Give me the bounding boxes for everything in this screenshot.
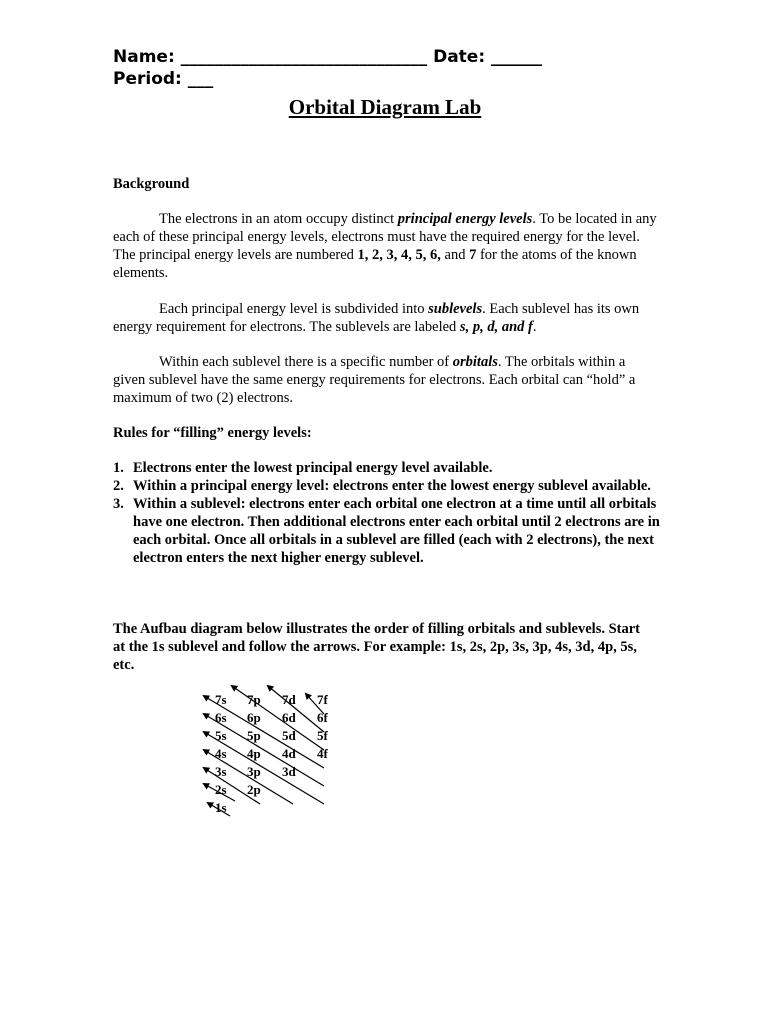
background-paragraph-2: Each principal energy level is subdivided into sublevels. Each sublevel has its own energy requirement for electrons. The sublevels are labeled s, p, d, and f. bbox=[113, 301, 640, 335]
orbital-label-5s: 5s bbox=[215, 728, 227, 743]
orbital-label-7s: 7s bbox=[215, 692, 227, 707]
period-line: Period: ___ bbox=[113, 69, 214, 89]
orbital-label-5d: 5d bbox=[282, 728, 296, 743]
rule-item: 2. Within a principal energy level: electrons enter the lowest energy sublevel available. bbox=[113, 478, 651, 494]
orbital-label-4s: 4s bbox=[215, 746, 227, 761]
rules-list bbox=[113, 459, 681, 567]
orbital-label-6d: 6d bbox=[282, 710, 296, 725]
orbital-label-5p: 5p bbox=[247, 728, 261, 743]
orbital-label-6f: 6f bbox=[317, 710, 328, 725]
orbital-label-6s: 6s bbox=[215, 710, 227, 725]
orbital-label-3d: 3d bbox=[282, 764, 296, 779]
orbital-label-1s: 1s bbox=[215, 800, 227, 815]
aufbau-arrow bbox=[268, 686, 324, 732]
orbital-label-4f: 4f bbox=[317, 746, 328, 761]
aufbau-description: The Aufbau diagram below illustrates the order of filling orbitals and sublevels. Start at the 1s sublevel and follow the arrows. For example: 1s, 2s, 2p, 3s, 3p, 4s, 3d, 4p, 5s, etc. bbox=[113, 621, 640, 673]
rule-item: 1. Electrons enter the lowest principal energy level available. bbox=[113, 460, 493, 476]
rules-heading: Rules for “filling” energy levels: bbox=[113, 425, 312, 441]
orbital-label-7d: 7d bbox=[282, 692, 296, 707]
page-title: Orbital Diagram Lab bbox=[288, 95, 482, 119]
orbital-label-2s: 2s bbox=[215, 782, 227, 797]
background-heading: Background bbox=[113, 176, 190, 192]
aufbau-diagram bbox=[190, 680, 340, 820]
orbital-label-5f: 5f bbox=[317, 728, 328, 743]
background-paragraph-3: Within each sublevel there is a specific number of orbitals. The orbitals within a given sublevel have the same energy requirements for electrons. Each orbital can “hold” a maximum of two (2) electrons. bbox=[113, 354, 636, 406]
background-paragraph-1: The electrons in an atom occupy distinct principal energy levels. To be located in any each of these principal energy levels, electrons must have the required energy for the level. The principal energy levels are numbered 1, 2, 3, 4, 5, 6, and 7 for the atoms of the known elements. bbox=[113, 211, 657, 281]
orbital-label-7f: 7f bbox=[317, 692, 328, 707]
orbital-label-3p: 3p bbox=[247, 764, 261, 779]
orbital-label-3s: 3s bbox=[215, 764, 227, 779]
rule-item: 3. Within a sublevel: electrons enter each orbital one electron at a time until all orbitals have one electron. Then additional electrons enter each orbital until 2 electrons are in each orbital. Once all orbitals in a sublevel are filled (each with 2 electrons), the next electron enters the next higher energy sublevel. bbox=[113, 496, 660, 566]
orbital-label-4d: 4d bbox=[282, 746, 296, 761]
orbital-label-4p: 4p bbox=[247, 746, 261, 761]
orbital-label-6p: 6p bbox=[247, 710, 261, 725]
orbital-label-2p: 2p bbox=[247, 782, 261, 797]
orbital-label-7p: 7p bbox=[247, 692, 261, 707]
name-date-line: Name: _____________________________ Date: ______ bbox=[113, 47, 543, 67]
